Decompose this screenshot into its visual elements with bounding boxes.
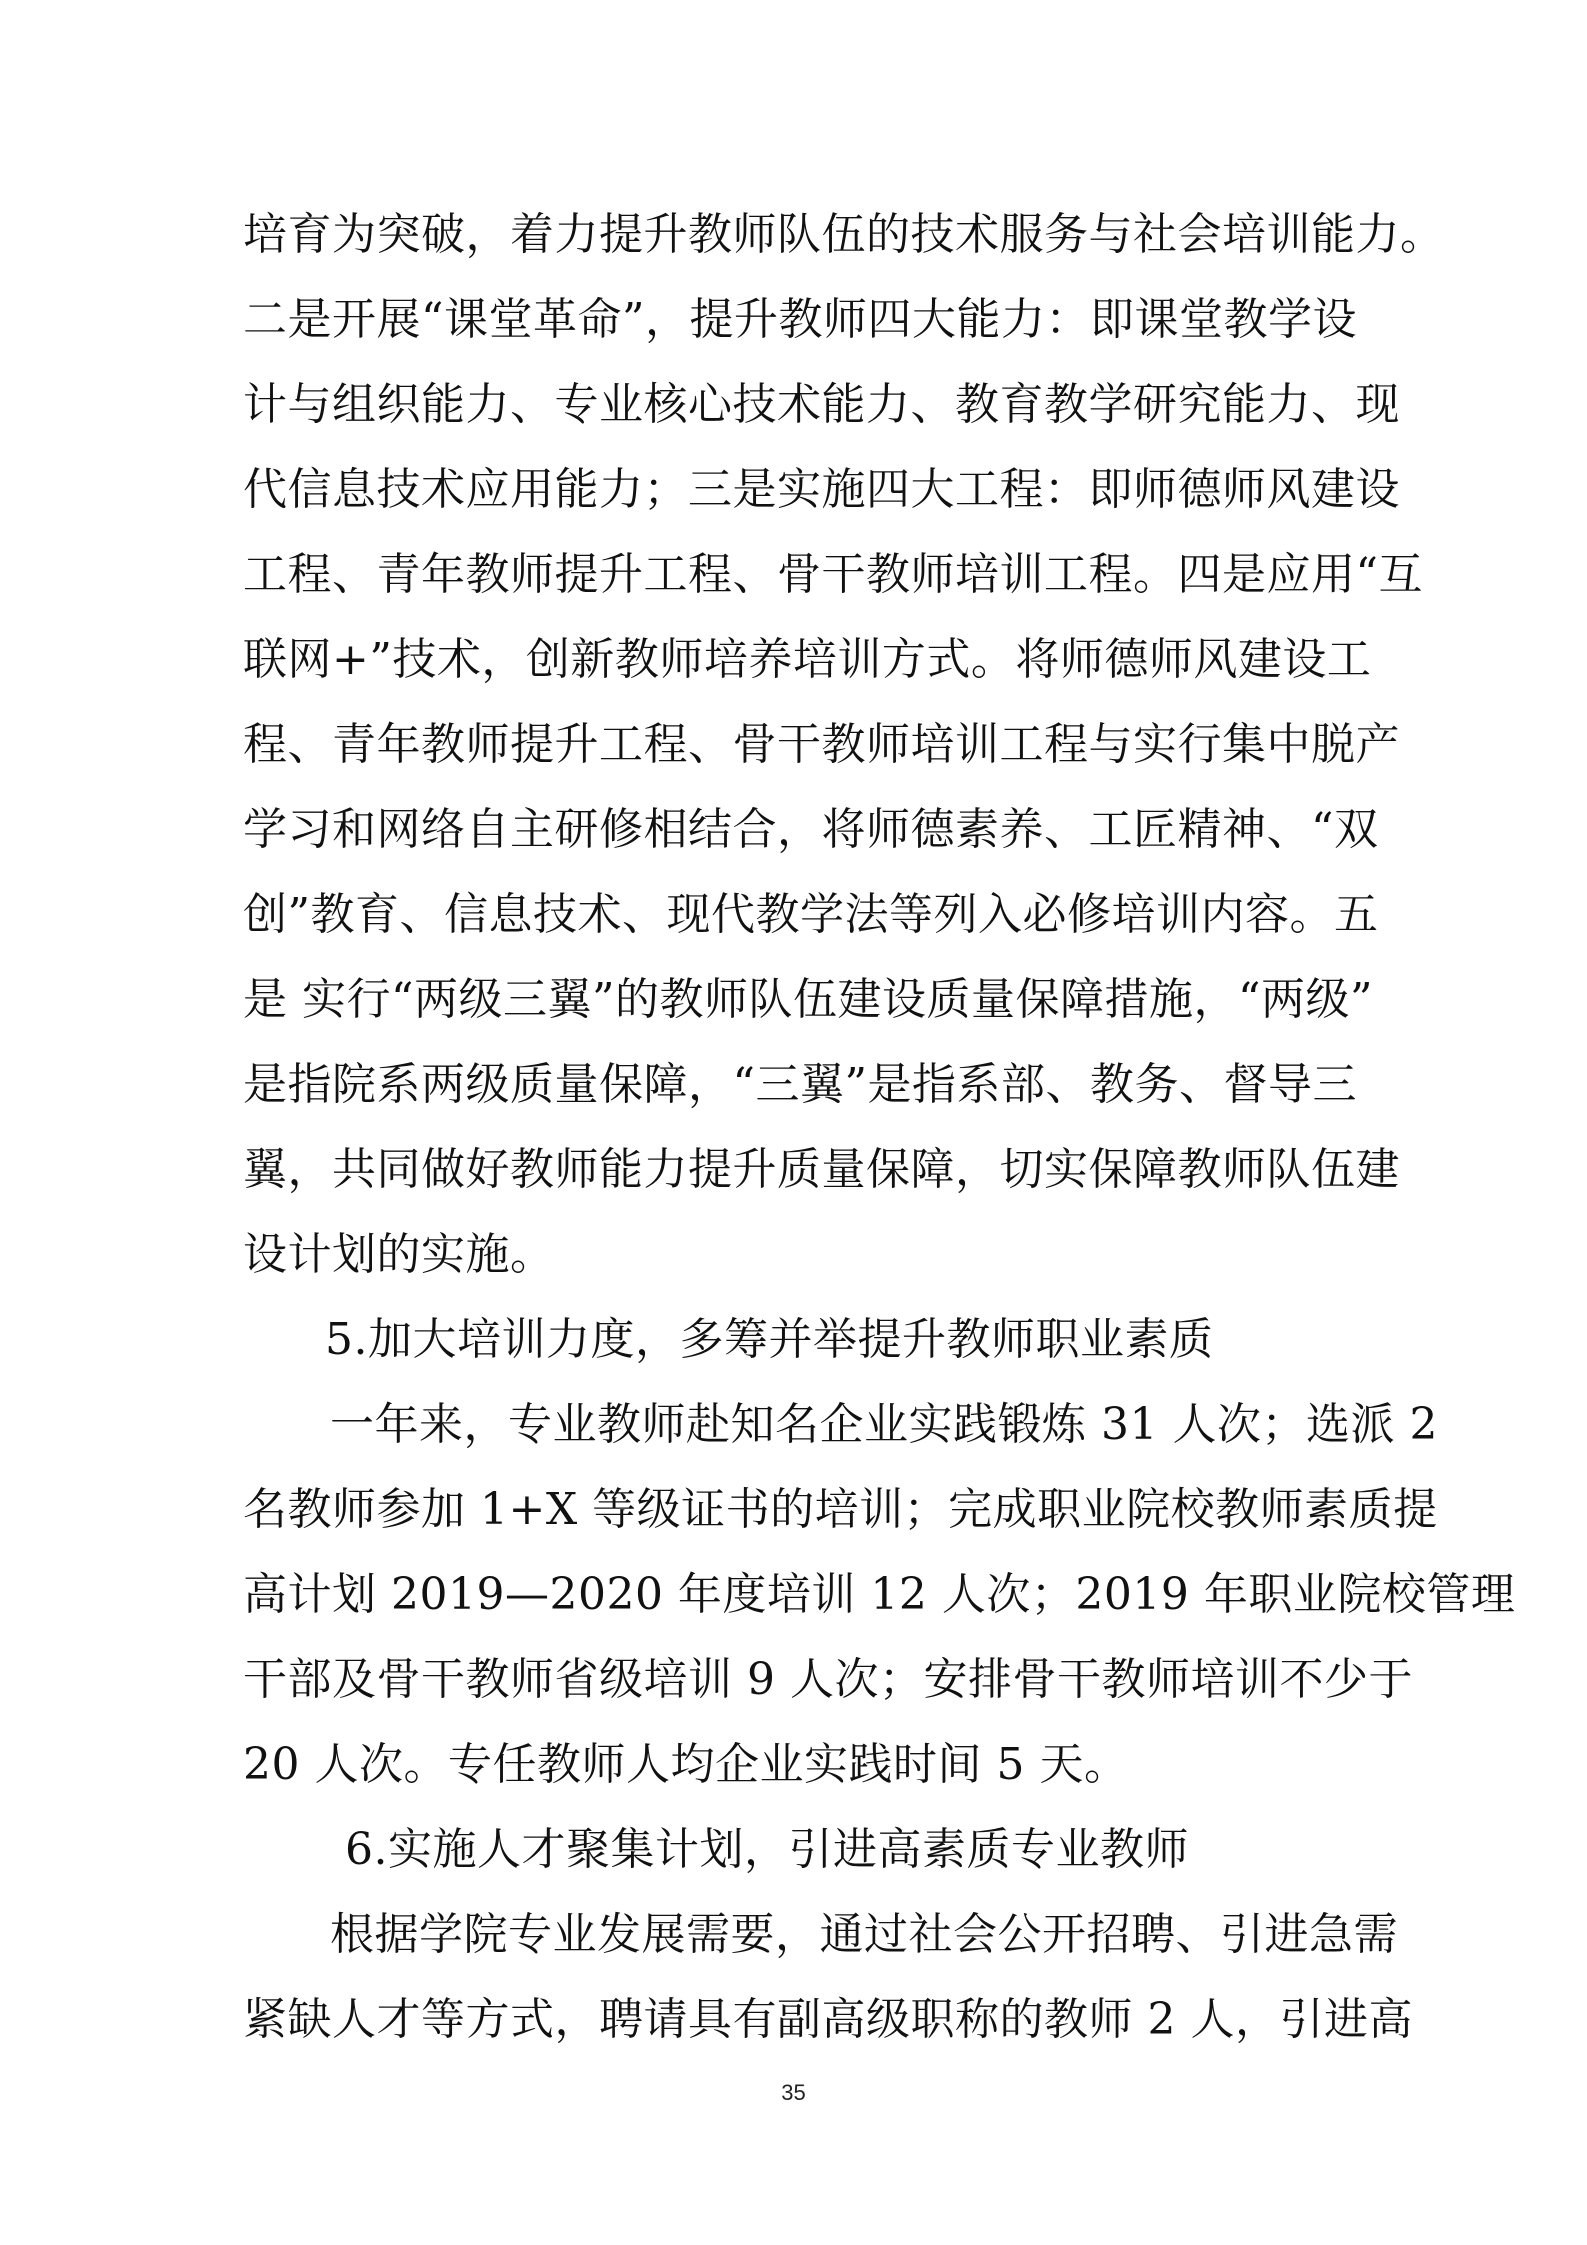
section-5-line: 名教师参加 1+X 等级证书的培训；完成职业院校教师素质提 [243, 1484, 1438, 1535]
section-5-line: 20 人次。专任教师人均企业实践时间 5 天。 [243, 1739, 1129, 1790]
section-5-line: 干部及骨干教师省级培训 9 人次；安排骨干教师培训不少于 [243, 1654, 1413, 1705]
body-line: 是 实行“两级三翼”的教师队伍建设质量保障措施，“两级” [243, 974, 1373, 1025]
body-line: 工程、青年教师提升工程、骨干教师培训工程。四是应用“互 [243, 549, 1423, 600]
body-line: 创”教育、信息技术、现代教学法等列入必修培训内容。五 [243, 889, 1379, 940]
page-number: 35 [781, 2080, 806, 2105]
body-line: 翼，共同做好教师能力提升质量保障，切实保障教师队伍建 [243, 1144, 1400, 1195]
section-5-line: 高计划 2019—2020 年度培训 12 人次；2019 年职业院校管理 [243, 1569, 1516, 1620]
section-heading-5: 5.加大培训力度，多筹并举提升教师职业素质 [325, 1314, 1214, 1365]
body-line: 是指院系两级质量保障，“三翼”是指系部、教务、督导三 [243, 1059, 1357, 1110]
body-line: 计与组织能力、专业核心技术能力、教育教学研究能力、现 [243, 379, 1400, 430]
section-heading-6: 6.实施人才聚集计划，引进高素质专业教师 [345, 1824, 1189, 1875]
body-line: 设计划的实施。 [243, 1229, 555, 1280]
section-5-line: 一年来，专业教师赴知名企业实践锻炼 31 人次；选派 2 [330, 1399, 1438, 1450]
section-6-line: 根据学院专业发展需要，通过社会公开招聘、引进急需 [330, 1909, 1398, 1960]
body-line: 联网+”技术，创新教师培养培训方式。将师德师风建设工 [243, 634, 1372, 685]
body-line: 二是开展“课堂革命”，提升教师四大能力：即课堂教学设 [243, 294, 1357, 345]
body-line: 程、青年教师提升工程、骨干教师培训工程与实行集中脱产 [243, 719, 1400, 770]
section-6-line: 紧缺人才等方式，聘请具有副高级职称的教师 2 人，引进高 [243, 1994, 1413, 2045]
body-line: 代信息技术应用能力；三是实施四大工程：即师德师风建设 [243, 464, 1400, 515]
body-line: 学习和网络自主研修相结合，将师德素养、工匠精神、“双 [243, 804, 1379, 855]
body-line: 培育为突破，着力提升教师队伍的技术服务与社会培训能力。 [243, 209, 1445, 260]
